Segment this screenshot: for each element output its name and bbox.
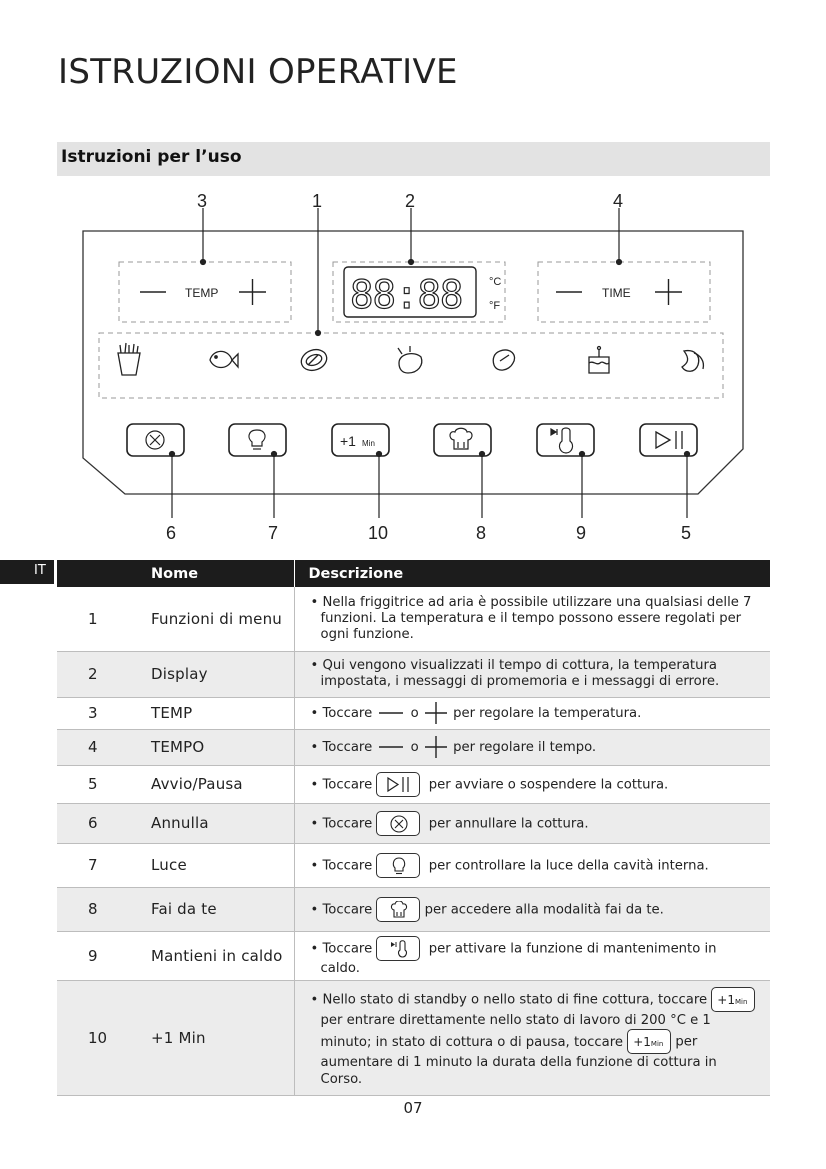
- page-title: ISTRUZIONI OPERATIVE: [58, 52, 458, 92]
- row-description-line3: minuto; in stato di cottura o di pausa, toccare: [320, 1034, 624, 1050]
- row-description: • Toccare: [310, 941, 373, 956]
- row-description-line3-end: per: [675, 1034, 698, 1050]
- row-description-end: per avviare o sospendere la cottura.: [428, 777, 669, 792]
- callout-3: 3: [197, 191, 208, 211]
- row-description-end: per attivare la funzione di mantenimento in: [428, 941, 717, 956]
- row-description-or: o: [410, 740, 419, 755]
- plus-icon: [423, 736, 449, 758]
- row-number: 10: [57, 980, 137, 1095]
- row-name: TEMPO: [137, 729, 294, 765]
- callout-4: 4: [613, 191, 624, 211]
- table-row: [57, 803, 770, 843]
- language-tab: IT: [0, 560, 54, 584]
- row-description-end: per controllare la luce della cavità interna.: [428, 858, 709, 873]
- fish-icon: [210, 351, 238, 367]
- row-description: • Toccare: [310, 858, 373, 873]
- table-row: [57, 931, 770, 980]
- row-description: • Nello stato di standby o nello stato di fine cottura, toccare: [310, 992, 708, 1008]
- table-row: [57, 651, 770, 697]
- row-number: 8: [57, 887, 137, 931]
- keep-warm-icon: [376, 936, 420, 961]
- row-name: Mantieni in caldo: [137, 931, 294, 980]
- row-number: 2: [57, 651, 137, 697]
- callout-9: 9: [576, 523, 587, 543]
- row-name: TEMP: [137, 697, 294, 729]
- row-description: • Nella friggitrice ad aria è possibile utilizzare una qualsiasi delle 7 funzioni. La temperatura e il tempo possono essere regolati per ogni funzione.: [310, 594, 752, 642]
- callout-5: 5: [681, 523, 692, 543]
- keep-warm-button: [537, 424, 594, 456]
- row-number: 1: [57, 587, 137, 651]
- table-row: [57, 765, 770, 803]
- display-digits: 88:88: [350, 273, 463, 318]
- unit-fahrenheit: °F: [489, 300, 501, 312]
- wings-icon: [682, 351, 703, 372]
- callout-6: 6: [166, 523, 177, 543]
- row-description: • Toccare: [310, 740, 373, 755]
- row-description-end: per regolare la temperatura.: [453, 706, 642, 721]
- controls-table: [57, 560, 770, 1096]
- row-description-end-2: caldo.: [320, 960, 360, 976]
- row-name: Annulla: [137, 803, 294, 843]
- row-description-end: per accedere alla modalità fai da te.: [424, 902, 664, 917]
- col-number: [57, 560, 137, 587]
- time-label: TIME: [602, 286, 631, 300]
- plus-one-label: +1: [340, 433, 356, 449]
- row-number: 6: [57, 803, 137, 843]
- row-description: • Toccare: [310, 902, 373, 917]
- row-number: 9: [57, 931, 137, 980]
- table-row: [57, 697, 770, 729]
- row-name: Fai da te: [137, 887, 294, 931]
- minus-icon: [376, 739, 406, 755]
- table-row: [57, 980, 770, 1095]
- row-description: • Toccare: [310, 706, 373, 721]
- plus-one-min-icon: +1Min: [711, 987, 755, 1012]
- table-row: [57, 729, 770, 765]
- cake-icon: [589, 347, 609, 374]
- fries-icon: [118, 343, 140, 375]
- temp-plus-icon: [239, 279, 266, 305]
- row-description: • Toccare: [310, 777, 373, 792]
- row-description-line2: per entrare direttamente nello stato di lavoro di 200 °C e 1: [320, 1013, 711, 1028]
- light-button: [229, 424, 286, 456]
- page-number: 07: [403, 1099, 423, 1117]
- callout-7: 7: [268, 523, 279, 543]
- row-description-or: o: [410, 706, 419, 721]
- row-name: Luce: [137, 843, 294, 887]
- table-row: [57, 843, 770, 887]
- section-title: Istruzioni per l’uso: [61, 147, 242, 167]
- plus-one-min-icon: +1Min: [627, 1029, 671, 1054]
- start-pause-button: [640, 424, 697, 456]
- row-description-end: per annullare la cottura.: [428, 816, 589, 831]
- vegetable-icon: [493, 350, 514, 370]
- plus-icon: [423, 702, 449, 724]
- row-name: +1 Min: [137, 980, 294, 1095]
- steak-icon: [298, 346, 329, 374]
- functions-zone: [99, 333, 723, 398]
- unit-celsius: °C: [489, 276, 502, 288]
- minus-icon: [376, 705, 406, 721]
- row-name: Display: [137, 651, 294, 697]
- row-name: Funzioni di menu: [137, 587, 294, 651]
- col-name: Nome: [137, 560, 294, 587]
- callout-2: 2: [405, 191, 416, 211]
- row-description-line4: aumentare di 1 minuto la durata della funzione di cottura in: [320, 1055, 717, 1070]
- row-description-line5: Corso.: [320, 1072, 363, 1087]
- row-description: • Toccare: [310, 816, 373, 831]
- col-description: Descrizione: [294, 560, 770, 587]
- table-row: [57, 887, 770, 931]
- min-label: Min: [362, 439, 375, 448]
- row-name: Avvio/Pausa: [137, 765, 294, 803]
- light-bulb-icon: [376, 853, 420, 878]
- play-pause-icon: [376, 772, 420, 797]
- callout-10: 10: [368, 523, 389, 543]
- callout-1: 1: [312, 191, 323, 211]
- temp-label: TEMP: [185, 286, 219, 300]
- row-number: 4: [57, 729, 137, 765]
- row-number: 5: [57, 765, 137, 803]
- cancel-icon: [376, 811, 420, 836]
- row-description-end: per regolare il tempo.: [453, 740, 597, 755]
- control-panel-diagram: [0, 185, 826, 555]
- row-number: 3: [57, 697, 137, 729]
- row-description: • Qui vengono visualizzati il tempo di cottura, la temperatura impostata, i messaggi di promemoria e i messaggi di errore.: [310, 658, 720, 689]
- chef-hat-icon: [376, 897, 420, 922]
- time-plus-icon: [655, 279, 682, 305]
- chicken-icon: [398, 346, 422, 373]
- table-row: [57, 587, 770, 651]
- row-number: 7: [57, 843, 137, 887]
- callout-8: 8: [476, 523, 487, 543]
